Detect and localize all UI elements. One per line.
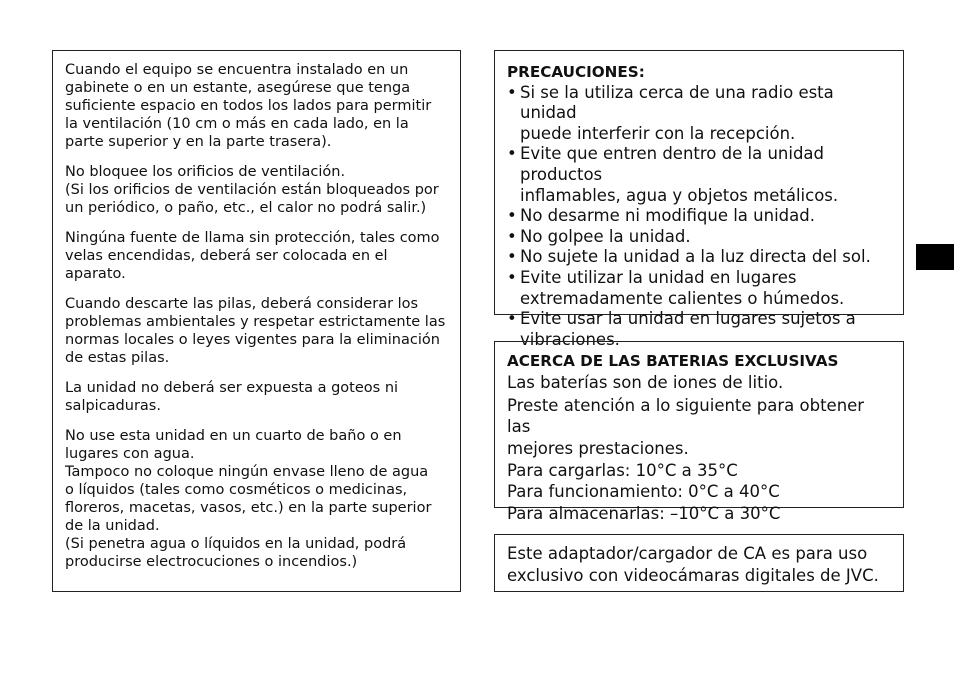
notice-line: Ningúna fuente de llama sin protección, tales como <box>65 230 440 246</box>
adapter-line: Este adaptador/cargador de CA es para uso <box>507 544 868 563</box>
batteries-box <box>494 341 904 523</box>
batteries-type: Las baterías son de iones de litio. <box>507 373 784 393</box>
batteries-attention-line-2: mejores prestaciones. <box>507 438 689 458</box>
batteries-storage-range: Para almacenarlas: –10°C a 30°C <box>507 503 781 523</box>
batteries-charge-range: Para cargarlas: 10°C a 35°C <box>507 461 738 481</box>
precaution-line: No desarme ni modifique la unidad. <box>520 206 815 226</box>
notice-line: floreros, macetas, vasos, etc.) en la parte superior <box>65 500 432 516</box>
precautions-box <box>494 50 904 349</box>
precaution-line: vibraciones. <box>520 329 620 349</box>
notice-line: No use esta unidad en un cuarto de baño o en <box>65 428 402 444</box>
notice-line: salpicaduras. <box>65 398 161 414</box>
section-tab-marker <box>916 244 954 270</box>
notice-line: aparato. <box>65 266 126 282</box>
precaution-item <box>507 206 891 227</box>
notice-paragraph <box>65 163 448 217</box>
notice-line: suficiente espacio en todos los lados para permitir <box>65 98 432 114</box>
notice-line: parte superior y en la parte trasera). <box>65 134 332 150</box>
notice-line: o líquidos (tales como cosméticos o medicinas, <box>65 482 408 498</box>
precaution-line: No sujete la unidad a la luz directa del sol. <box>520 247 871 267</box>
notice-line: Cuando el equipo se encuentra instalado en un <box>65 62 409 78</box>
notice-paragraph <box>65 229 448 283</box>
precaution-item <box>507 83 891 145</box>
notice-line: La unidad no deberá ser expuesta a goteos ni <box>65 380 399 396</box>
notice-line: de la unidad. <box>65 518 160 534</box>
batteries-operate-range: Para funcionamiento: 0°C a 40°C <box>507 482 780 502</box>
precaution-line: Si se la utiliza cerca de una radio esta unidad <box>520 82 834 123</box>
notice-line: Tampoco no coloque ningún envase lleno de agua <box>65 464 429 480</box>
precaution-item <box>507 144 891 206</box>
notice-paragraph <box>65 379 448 415</box>
notice-line: Cuando descarte las pilas, deberá considerar los <box>65 296 419 312</box>
notice-line: (Si los orificios de ventilación están bloqueados por <box>65 182 439 198</box>
notice-line: un periódico, o paño, etc., el calor no podrá salir.) <box>65 200 427 216</box>
notice-paragraph <box>65 61 448 151</box>
precaution-line: puede interferir con la recepción. <box>520 123 796 143</box>
notice-line: (Si penetra agua o líquidos en la unidad, podrá <box>65 536 407 552</box>
precaution-line: Evite usar la unidad en lugares sujetos a <box>520 309 856 329</box>
notice-line: problemas ambientales y respetar estrictamente las <box>65 314 446 330</box>
notice-paragraph <box>65 427 448 571</box>
notice-line: lugares con agua. <box>65 446 195 462</box>
precautions-heading: PRECAUCIONES: <box>507 63 645 81</box>
notice-line: No bloquee los orificios de ventilación. <box>65 164 346 180</box>
notice-line: de estas pilas. <box>65 350 170 366</box>
precaution-line: No golpee la unidad. <box>520 226 691 246</box>
precaution-line: Evite que entren dentro de la unidad productos <box>520 144 825 184</box>
precaution-line: inflamables, agua y objetos metálicos. <box>520 185 839 205</box>
notice-paragraph <box>65 295 448 367</box>
precaution-item <box>507 247 891 268</box>
precaution-item <box>507 268 891 309</box>
adapter-box <box>494 534 904 592</box>
precaution-item <box>507 227 891 248</box>
precaution-line: extremadamente calientes o húmedos. <box>520 288 845 308</box>
notice-line: normas locales o leyes vigentes para la eliminación <box>65 332 440 348</box>
left-notice-box <box>52 50 461 592</box>
notice-line: la ventilación (10 cm o más en cada lado, en la <box>65 116 409 132</box>
batteries-heading: ACERCA DE LAS BATERIAS EXCLUSIVAS <box>507 352 839 370</box>
precaution-line: Evite utilizar la unidad en lugares <box>520 267 797 287</box>
precautions-list <box>507 83 891 351</box>
notice-line: velas encendidas, deberá ser colocada en el <box>65 248 388 264</box>
adapter-line: exclusivo con videocámaras digitales de JVC. <box>507 565 879 585</box>
notice-line: producirse electrocuciones o incendios.) <box>65 554 358 570</box>
batteries-attention-line: Preste atención a lo siguiente para obtener las <box>507 395 865 437</box>
notice-line: gabinete o en un estante, asegúrese que tenga <box>65 80 411 96</box>
